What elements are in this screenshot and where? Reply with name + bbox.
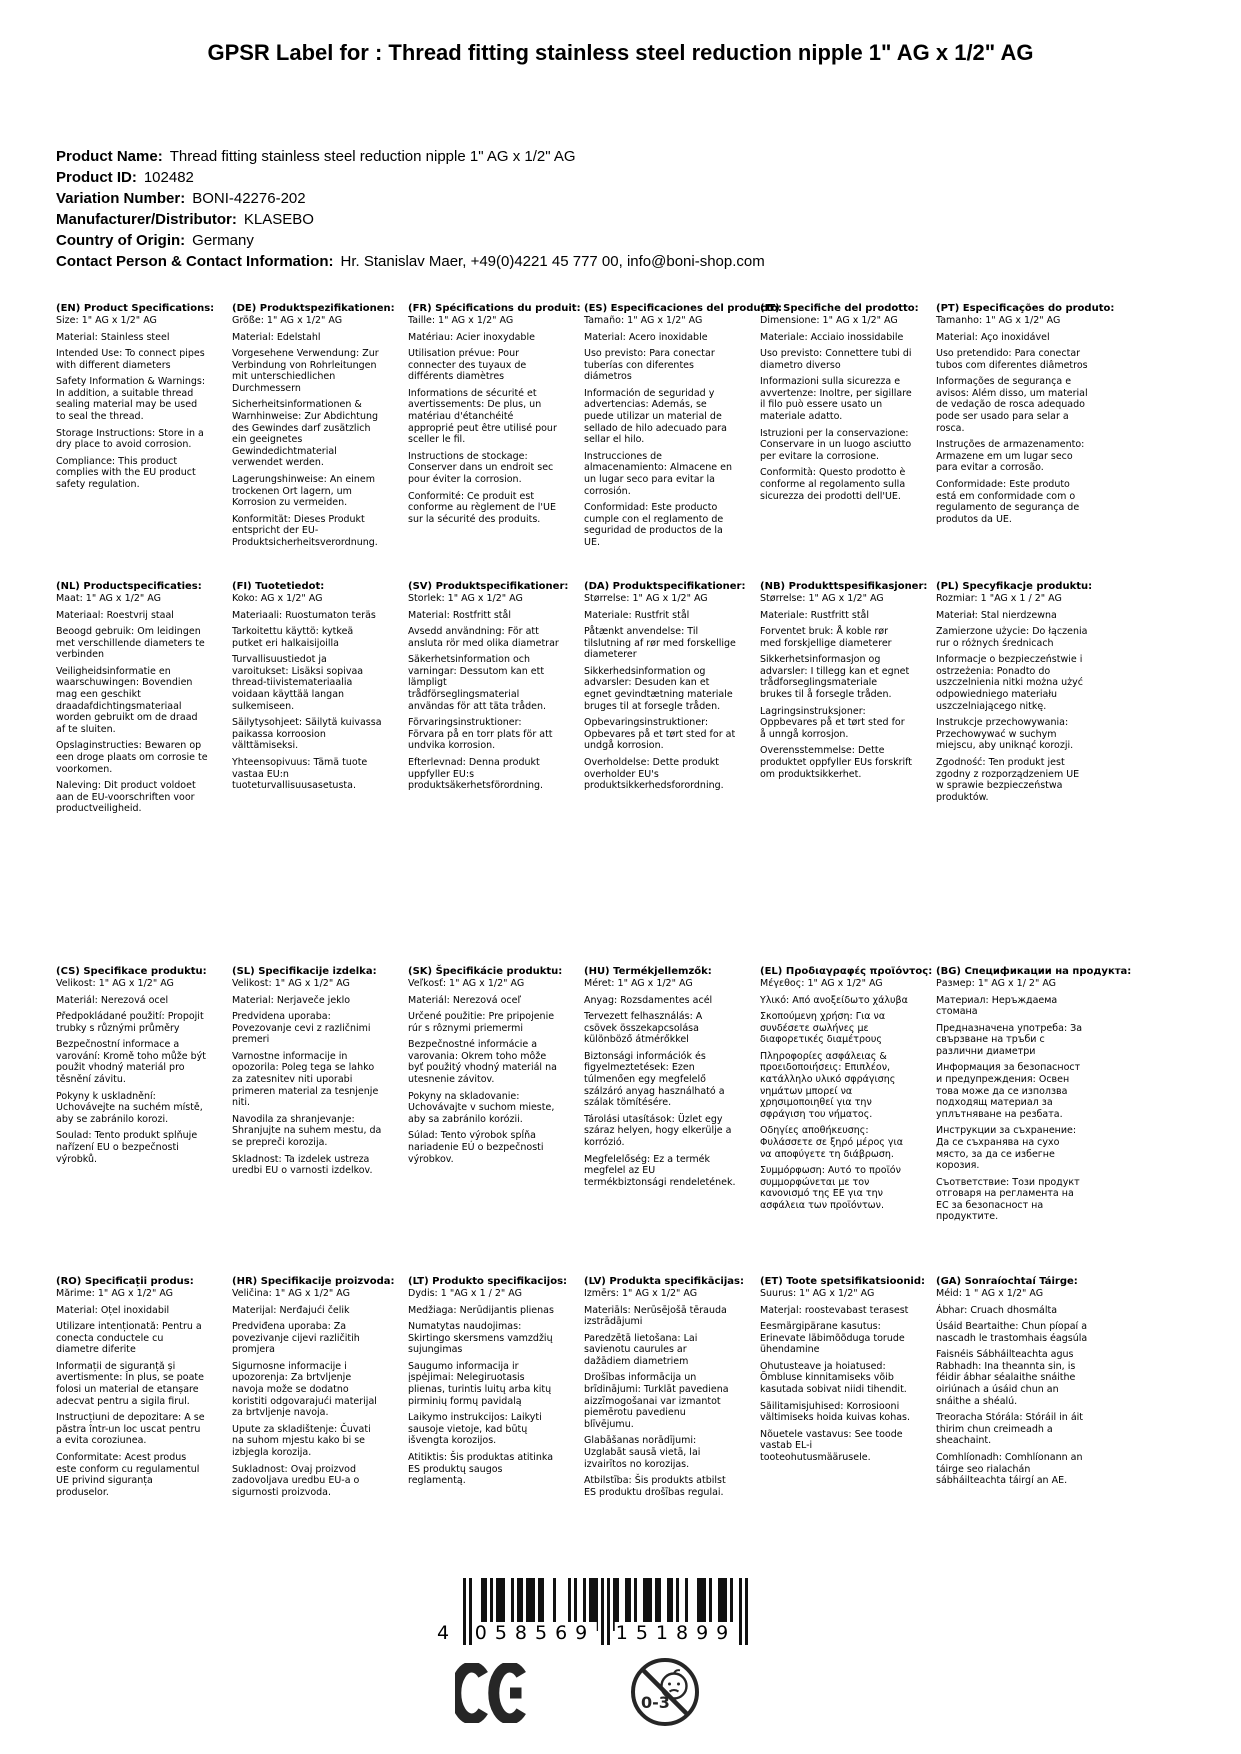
spec-block-en bbox=[56, 303, 215, 553]
spec-item: Μέγεθος: 1" AG x 1/2" AG bbox=[760, 978, 883, 989]
barcode-left-digits: 058569 bbox=[474, 1622, 596, 1644]
spec-item: Uso previsto: Para conectar tuberías con diferentes diámetros bbox=[584, 348, 715, 383]
spec-heading: (NB) Produkttspesifikasjoner: bbox=[760, 581, 928, 592]
spec-block-sl bbox=[232, 966, 384, 1228]
spec-block-ga bbox=[936, 1276, 1088, 1503]
spec-item: Laikymo instrukcijos: Laikyti sausoje vietoje, kad būtų išvengta korozijos. bbox=[408, 1412, 542, 1447]
spec-item: Určené použitie: Pre pripojenie rúr s rôznymi priemermi bbox=[408, 1011, 555, 1034]
spec-block-el bbox=[760, 966, 933, 1228]
spec-item: Conformidade: Este produto está em conformidade com o regulamento de segurança de produtos da UE. bbox=[936, 478, 1080, 525]
spec-item: Tarkoitettu käyttö: kytkeä putket eri halkaisijoilla bbox=[232, 626, 354, 649]
info-value: Hr. Stanislav Maer, +49(0)4221 45 777 00, info@boni-shop.com bbox=[340, 253, 765, 270]
spec-block-bg bbox=[936, 966, 1132, 1228]
spec-item: Предназначена употреба: За свързване на тръби с различни диаметри bbox=[936, 1022, 1083, 1057]
spec-item: Informacje o bezpieczeństwie i ostrzeżenia: Ponadto do uszczelnienia nitki można użyć odpowiedniego materiału uszczelniającego nitkę. bbox=[936, 654, 1083, 712]
info-value: 102482 bbox=[143, 169, 194, 186]
spec-item: Sikkerhedsinformation og advarsler: Desuden kan et egnet gevindtætning materiale bruges til at forsegle tråden. bbox=[584, 665, 733, 712]
spec-item: Tárolási utasítások: Üzlet egy száraz helyen, hogy elkerülje a korrózió. bbox=[584, 1113, 732, 1148]
spec-item: Lagerungshinweise: An einem trockenen Ort lagern, um Korrosion zu vermeiden. bbox=[232, 473, 376, 509]
spec-block-it bbox=[760, 303, 919, 553]
spec-item: Veličina: 1" AG x 1/2" AG bbox=[232, 1288, 350, 1299]
spec-item: Sukladnost: Ovaj proizvod zadovoljava uredbu EU-a o sigurnosti proizvoda. bbox=[232, 1463, 360, 1498]
spec-item: Anyag: Rozsdamentes acél bbox=[584, 994, 713, 1006]
spec-item: Glabāšanas norādījumi: Uzglabāt sausā vietā, lai izvairītos no korozijas. bbox=[584, 1435, 701, 1470]
spec-item: Storlek: 1" AG x 1/2" AG bbox=[408, 593, 523, 604]
spec-item: Υλικό: Από ανοξείδωτο χάλυβα bbox=[760, 994, 908, 1006]
spec-item: Conformità: Questo prodotto è conforme al regolamento sulla sicurezza dei prodotti dell'UE. bbox=[760, 467, 906, 502]
spec-item: Zamierzone użycie: Do łączenia rur o różnych średnicach bbox=[936, 626, 1088, 649]
spec-heading: (ES) Especificaciones del producto: bbox=[584, 303, 783, 314]
spec-item: Instrucciones de almacenamiento: Almacene en un lugar seco para evitar la corrosión. bbox=[584, 450, 732, 497]
spec-item: Velikost: 1" AG x 1/2" AG bbox=[56, 978, 174, 989]
spec-item: Matériau: Acier inoxydable bbox=[408, 331, 535, 343]
spec-item: Ohutusteave ja hoiatused: Õmbluse kinnitamiseks võib kasutada sobivat niidi tihendit. bbox=[760, 1360, 907, 1396]
info-row bbox=[56, 230, 1201, 251]
spec-item: Naleving: Dit product voldoet aan de EU-voorschriften voor productveiligheid. bbox=[56, 780, 196, 815]
spec-heading: (BG) Спецификации на продукта: bbox=[936, 966, 1132, 977]
spec-item: Størrelse: 1" AG x 1/2" AG bbox=[760, 593, 884, 604]
spec-item: Materiaali: Ruostumaton teräs bbox=[232, 609, 376, 621]
spec-item: Drošības informācija un brīdinājumi: Turklāt pavediena aizzīmogošanai var izmantot piemērotu pavedienu blīvējumu. bbox=[584, 1372, 729, 1430]
spec-block-fi bbox=[232, 581, 384, 820]
spec-heading: (EL) Προδιαγραφές προϊόντος: bbox=[760, 966, 933, 977]
spec-item: Informazioni sulla sicurezza e avvertenze: Inoltre, per sigillare il filo può essere usato un materiale adatto. bbox=[760, 376, 912, 423]
spec-item: Påtænkt anvendelse: Til tilslutning af rør med forskellige diameterer bbox=[584, 626, 736, 661]
spec-item: Οδηγίες αποθήκευσης: Φυλάσσετε σε ξηρό μέρος για να αποφύγετε τη διάβρωση. bbox=[760, 1125, 903, 1160]
spec-item: Sikkerhetsinformasjon og advarsler: I tillegg kan et egnet trådforseglingsmateriale brukes til å forsegle tråden. bbox=[760, 654, 910, 701]
spec-item: Numatytas naudojimas: Skirtingo skersmens vamzdžių sujungimas bbox=[408, 1321, 553, 1356]
spec-item: Materiale: Acciaio inossidabile bbox=[760, 331, 904, 343]
spec-heading: (CS) Specifikace produktu: bbox=[56, 966, 207, 977]
spec-heading: (SV) Produktspecifikationer: bbox=[408, 581, 569, 592]
spec-item: Material: Edelstahl bbox=[232, 331, 321, 343]
spec-item: Größe: 1" AG x 1/2" AG bbox=[232, 315, 343, 326]
spec-block-lv bbox=[584, 1276, 744, 1503]
spec-heading: (DA) Produktspecifikationer: bbox=[584, 581, 746, 592]
spec-item: Informations de sécurité et avertissements: De plus, un matériau d'étanchéité approprié peut être utilisé pour sceller le fil. bbox=[408, 387, 557, 446]
spec-heading: (IT) Specifiche del prodotto: bbox=[760, 303, 919, 314]
spec-item: Material: Acero inoxidable bbox=[584, 331, 708, 343]
spec-item: Säilytysohjeet: Säilytä kuivassa paikassa korroosion välttämiseksi. bbox=[232, 717, 382, 752]
spec-item: Atbilstība: Šis produkts atbilst ES produktu drošības regulai. bbox=[584, 1475, 726, 1498]
spec-item: Πληροφορίες ασφάλειας & προειδοποιήσεις: Επιπλέον, κατάλληλο υλικό σφράγισης νημάτων μπορεί να χρησιμοποιηθεί για την σφράγιση του νήματος. bbox=[760, 1050, 896, 1120]
spec-item: Materiale: Rustfritt stål bbox=[760, 609, 870, 621]
spec-item: Съответствие: Този продукт отговаря на регламента на ЕС за безопасност на продуктите. bbox=[936, 1176, 1080, 1223]
spec-block-pt bbox=[936, 303, 1115, 553]
spec-item: Size: 1" AG x 1/2" AG bbox=[56, 315, 157, 326]
spec-item: Pokyny k uskladnění: Uchovávejte na suchém místě, aby se zabránilo korozi. bbox=[56, 1090, 203, 1125]
spec-item: Suurus: 1" AG x 1/2" AG bbox=[760, 1288, 875, 1299]
spec-heading: (LT) Produkto specifikacijos: bbox=[408, 1276, 568, 1287]
spec-heading: (HU) Termékjellemzők: bbox=[584, 966, 712, 977]
spec-item: Materijal: Nerđajući čelik bbox=[232, 1304, 350, 1316]
spec-row bbox=[56, 966, 1132, 1228]
info-row bbox=[56, 209, 1201, 230]
spec-item: Uso pretendido: Para conectar tubos com diferentes diâmetros bbox=[936, 348, 1088, 371]
spec-item: Paredzētā lietošana: Lai savienotu caurules ar dažādiem diametriem bbox=[584, 1332, 698, 1367]
spec-heading: (FI) Tuotetiedot: bbox=[232, 581, 325, 592]
spec-item: Faisnéis Sábháilteachta agus Rabhadh: Ina theannta sin, is féidir ábhar séalaithe snáithe oiriúnach a úsáid chun an snáithe a shéalú. bbox=[936, 1349, 1076, 1407]
spec-item: Biztonsági információk és figyelmeztetések: Ezen túlmenően egy megfelelő szálzáró anyag használható a szálak tömítésére. bbox=[584, 1050, 725, 1109]
spec-item: Säkerhetsinformation och varningar: Dessutom kan ett lämpligt trådförseglingsmaterial användas för att täta tråden. bbox=[408, 654, 546, 712]
spec-item: Avsedd användning: För att ansluta rör med olika diametrar bbox=[408, 626, 559, 649]
spec-item: Materjal: roostevabast terasest bbox=[760, 1304, 909, 1316]
spec-heading: (FR) Spécifications du produit: bbox=[408, 303, 581, 314]
spec-item: Material: Nerjaveče jeklo bbox=[232, 994, 351, 1006]
spec-item: Overholdelse: Dette produkt overholder EU's produktsikkerhedsforordning. bbox=[584, 756, 724, 792]
spec-heading: (LV) Produkta specifikācijas: bbox=[584, 1276, 744, 1287]
info-value: KLASEBO bbox=[243, 211, 314, 228]
spec-item: Informações de segurança e avisos: Além disso, um material de vedação de rosca adequado pode ser usado para selar a rosca. bbox=[936, 376, 1088, 434]
spec-item: Intended Use: To connect pipes with different diameters bbox=[56, 348, 205, 371]
spec-item: Materiale: Rustfrit stål bbox=[584, 609, 690, 621]
spec-block-nb bbox=[760, 581, 928, 820]
spec-heading: (HR) Specifikacije proizvoda: bbox=[232, 1276, 395, 1287]
spec-item: Размер: 1" AG x 1/ 2" AG bbox=[936, 978, 1057, 989]
info-value: Germany bbox=[192, 232, 254, 249]
spec-item: Izmērs: 1" AG x 1/2" AG bbox=[584, 1288, 698, 1299]
spec-item: Beoogd gebruik: Om leidingen met verschillende diameters te verbinden bbox=[56, 626, 205, 661]
info-label: Product Name: bbox=[56, 148, 163, 165]
spec-block-hu bbox=[584, 966, 736, 1228]
spec-item: Velikost: 1" AG x 1/2" AG bbox=[232, 978, 350, 989]
spec-item: Säilitamisjuhised: Korrosiooni vältimiseks hoida kuivas kohas. bbox=[760, 1400, 911, 1424]
spec-block-lt bbox=[408, 1276, 568, 1503]
spec-item: Förvaringsinstruktioner: Förvara på en torr plats för att undvika korrosion. bbox=[408, 717, 553, 752]
spec-item: Dimensione: 1" AG x 1/2" AG bbox=[760, 315, 898, 326]
info-label: Manufacturer/Distributor: bbox=[56, 211, 237, 228]
spec-block-nl bbox=[56, 581, 208, 820]
spec-item: Skladnost: Ta izdelek ustreza uredbi EU o varnosti izdelkov. bbox=[232, 1153, 373, 1177]
spec-item: Materiál: Nerezová oceľ bbox=[408, 994, 522, 1006]
spec-item: Instructions de stockage: Conserver dans un endroit sec pour éviter la corrosion. bbox=[408, 450, 554, 485]
spec-item: Forventet bruk: Å koble rør med forskjellige diameterer bbox=[760, 626, 892, 649]
spec-block-et bbox=[760, 1276, 926, 1503]
spec-block-da bbox=[584, 581, 746, 820]
spec-item: Materiał: Stal nierdzewna bbox=[936, 609, 1057, 621]
spec-item: Varnostne informacije in opozorila: Poleg tega se lahko za zatesnitev niti uporabi primeren material za tesnjenje niti. bbox=[232, 1050, 379, 1109]
spec-heading: (NL) Productspecificaties: bbox=[56, 581, 202, 592]
info-row bbox=[56, 167, 1201, 188]
spec-item: Veľkosť: 1" AG x 1/2" AG bbox=[408, 978, 525, 989]
spec-item: Dydis: 1 "AG x 1 / 2" AG bbox=[408, 1288, 522, 1299]
spec-row bbox=[56, 303, 1115, 553]
spec-item: Treoracha Stórála: Stóráil in áit thirim chun creimeadh a sheachaint. bbox=[936, 1412, 1084, 1447]
spec-item: Soulad: Tento produkt splňuje nařízení EU o bezpečnosti výrobků. bbox=[56, 1130, 198, 1165]
info-value: Thread fitting stainless steel reduction nipple 1" AG x 1/2" AG bbox=[169, 148, 576, 165]
spec-item: Информация за безопасност и предупреждения: Освен това може да се използва подходящ материал за уплътняване на резбата. bbox=[936, 1062, 1081, 1120]
spec-item: Turvallisuustiedot ja varoitukset: Lisäksi sopivaa thread-tiivistemateriaalia voidaan käyttää langan sulkemiseen. bbox=[232, 654, 364, 712]
spec-row bbox=[56, 581, 1093, 820]
spec-item: Material: Oțel inoxidabil bbox=[56, 1304, 170, 1316]
spec-item: Información de seguridad y advertencias: Además, se puede utilizar un material de sellado de hilo adecuado para sellar el hilo. bbox=[584, 387, 727, 446]
info-row bbox=[56, 188, 1201, 209]
spec-item: Materiāls: Nerūsējošā tērauda izstrādājumi bbox=[584, 1304, 727, 1328]
spec-item: Atitiktis: Šis produktas atitinka ES produktų saugos reglamentą. bbox=[408, 1451, 554, 1487]
spec-block-sv bbox=[408, 581, 569, 820]
spec-item: Overensstemmelse: Dette produktet oppfyller EUs forskrift om produktsikkerhet. bbox=[760, 745, 913, 780]
spec-heading: (EN) Product Specifications: bbox=[56, 303, 215, 314]
spec-item: Material: Aço inoxidável bbox=[936, 331, 1050, 343]
ean13-barcode bbox=[437, 1578, 752, 1654]
spec-item: Istruzioni per la conservazione: Conservare in un luogo asciutto per evitare la corrosione. bbox=[760, 427, 912, 462]
spec-item: Størrelse: 1" AG x 1/2" AG bbox=[584, 593, 708, 604]
spec-item: Zgodność: Ten produkt jest zgodny z rozporządzeniem UE w sprawie bezpieczeństwa produktów. bbox=[936, 756, 1080, 803]
spec-item: Eesmärgipärane kasutus: Erinevate läbimõõduga torude ühendamine bbox=[760, 1321, 905, 1356]
spec-item: Comhlíonadh: Comhlíonann an táirge seo rialachán sábháilteachta táirgí an AE. bbox=[936, 1451, 1083, 1487]
spec-item: Opslaginstructies: Bewaren op een droge plaats om corrosie te voorkomen. bbox=[56, 740, 208, 775]
spec-heading: (PT) Especificações do produto: bbox=[936, 303, 1115, 314]
spec-item: Taille: 1" AG x 1/2" AG bbox=[408, 315, 514, 326]
spec-item: Medžiaga: Nerūdijantis plienas bbox=[408, 1304, 554, 1316]
spec-item: Conformitate: Acest produs este conform cu regulamentul UE privind siguranța produselor. bbox=[56, 1451, 200, 1498]
spec-item: Instrukcje przechowywania: Przechowywać w suchym miejscu, aby uniknąć korozji. bbox=[936, 717, 1074, 752]
spec-item: Instruções de armazenamento: Armazene em um lugar seco para evitar a corrosão. bbox=[936, 439, 1085, 474]
spec-item: Tamanho: 1" AG x 1/2" AG bbox=[936, 315, 1061, 326]
spec-item: Lagringsinstruksjoner: Oppbevares på et tørt sted for å unngå korrosjon. bbox=[760, 705, 905, 740]
spec-heading: (SK) Špecifikácie produktu: bbox=[408, 966, 563, 977]
spec-item: Súlad: Tento výrobok spĺňa nariadenie EÚ o bezpečnosti výrobkov. bbox=[408, 1130, 544, 1165]
spec-item: Maat: 1" AG x 1/2" AG bbox=[56, 593, 161, 604]
spec-item: Materiál: Nerezová ocel bbox=[56, 994, 169, 1006]
spec-item: Συμμόρφωση: Αυτό το προϊόν συμμορφώνεται με τον κανονισμό της ΕΕ για την ασφάλεια των προϊόντων. bbox=[760, 1165, 901, 1211]
spec-heading: (RO) Specificații produs: bbox=[56, 1276, 194, 1287]
spec-item: Ábhar: Cruach dhosmálta bbox=[936, 1304, 1058, 1316]
barcode-right-digits: 151899 bbox=[615, 1622, 737, 1644]
spec-item: Méid: 1 " AG x 1/2" AG bbox=[936, 1288, 1044, 1299]
spec-item: Yhteensopivuus: Tämä tuote vastaa EU:n tuoteturvallisuusasetusta. bbox=[232, 756, 368, 792]
info-value: BONI-42276-202 bbox=[192, 190, 306, 207]
spec-item: Předpokládané použití: Propojit trubky s různými průměry bbox=[56, 1011, 204, 1034]
ce-mark-icon bbox=[455, 1663, 537, 1723]
spec-item: Material: Rostfritt stål bbox=[408, 609, 511, 621]
spec-item: Safety Information & Warnings: In addition, a suitable thread sealing material may be used to seal the thread. bbox=[56, 376, 206, 423]
spec-item: Conformité: Ce produit est conforme au règlement de l'UE sur la sécurité des produits. bbox=[408, 490, 556, 525]
spec-item: Sigurnosne informacije i upozorenja: Za brtvljenje navoja može se dodatno koristiti odgovarajući materijal za brtvljenje navoja. bbox=[232, 1360, 377, 1419]
spec-heading: (ET) Toote spetsifikatsioonid: bbox=[760, 1276, 926, 1287]
spec-item: Mărime: 1" AG x 1/2" AG bbox=[56, 1288, 174, 1299]
spec-heading: (PL) Specyfikacje produktu: bbox=[936, 581, 1093, 592]
info-label: Contact Person & Contact Information: bbox=[56, 253, 334, 270]
spec-item: Utilizare intenționată: Pentru a conecta conductele cu diametre diferite bbox=[56, 1321, 202, 1356]
spec-item: Opbevaringsinstruktioner: Opbevares på et tørt sted for at undgå korrosion. bbox=[584, 717, 736, 752]
spec-item: Storage Instructions: Store in a dry place to avoid corrosion. bbox=[56, 427, 204, 451]
spec-item: Sicherheitsinformationen & Warnhinweise: Zur Abdichtung des Gewindes darf zusätzlich ein geeignetes Gewindedichtmaterial verwendet werden. bbox=[232, 399, 379, 469]
spec-item: Informații de siguranță și avertismente: În plus, se poate folosi un material de etanșare adecvat pentru a sigila firul. bbox=[56, 1360, 204, 1407]
spec-item: Saugumo informacija ir įspėjimai: Nelegiruotasis plienas, turintis luitų arba kitų pirminių formų pavidalą bbox=[408, 1360, 552, 1407]
spec-heading: (DE) Produktspezifikationen: bbox=[232, 303, 395, 314]
barcode-first-digit: 4 bbox=[437, 1622, 450, 1644]
spec-item: Úsáid Beartaithe: Chun píopaí a nascadh le trastomhais éagsúla bbox=[936, 1321, 1088, 1344]
spec-block-ro bbox=[56, 1276, 208, 1503]
spec-item: Predvidena uporaba: Povezovanje cevi z različnimi premeri bbox=[232, 1011, 371, 1046]
spec-item: Bezpečnostné informácie a varovania: Okrem toho môže byť použitý vhodný materiál na utesnenie závitov. bbox=[408, 1039, 557, 1086]
spec-block-cs bbox=[56, 966, 208, 1228]
age-warning-0-3-icon bbox=[628, 1655, 702, 1729]
spec-item: Инструкции за съхранение: Да се съхранява на сухо място, за да се избегне корозия. bbox=[936, 1125, 1077, 1172]
spec-block-pl bbox=[936, 581, 1093, 820]
spec-item: Материал: Неръждаема стомана bbox=[936, 994, 1058, 1018]
spec-item: Uso previsto: Connettere tubi di diametro diverso bbox=[760, 348, 912, 371]
spec-block-es bbox=[584, 303, 783, 553]
spec-item: Megfelelőség: Ez a termék megfelel az EU termékbiztonsági rendeletének. bbox=[584, 1153, 736, 1188]
spec-item: Méret: 1" AG x 1/2" AG bbox=[584, 978, 693, 989]
product-info bbox=[56, 146, 1201, 272]
spec-item: Tamaño: 1" AG x 1/2" AG bbox=[584, 315, 703, 326]
spec-item: Navodila za shranjevanje: Shranjujte na suhem mestu, da se prepreči korozija. bbox=[232, 1113, 382, 1148]
info-row bbox=[56, 146, 1201, 167]
age-warning-label: 0-3 bbox=[641, 1693, 670, 1712]
spec-block-hr bbox=[232, 1276, 395, 1503]
info-row bbox=[56, 251, 1201, 272]
spec-heading: (SL) Specifikacije izdelka: bbox=[232, 966, 377, 977]
spec-item: Pokyny na skladovanie: Uchovávajte v suchom mieste, aby sa zabránilo korózii. bbox=[408, 1090, 555, 1125]
spec-item: Koko: AG x 1/2" AG bbox=[232, 593, 323, 604]
spec-block-sk bbox=[408, 966, 563, 1228]
spec-heading: (GA) Sonraíochtaí Táirge: bbox=[936, 1276, 1078, 1287]
spec-block-de bbox=[232, 303, 395, 553]
spec-item: Material: Stainless steel bbox=[56, 331, 170, 343]
spec-item: Efterlevnad: Denna produkt uppfyller EU:s produktsäkerhetsförordning. bbox=[408, 756, 544, 792]
info-label: Product ID: bbox=[56, 169, 137, 186]
info-label: Variation Number: bbox=[56, 190, 186, 207]
spec-item: Konformität: Dieses Produkt entspricht der EU-Produktsicherheitsverordnung. bbox=[232, 513, 378, 548]
spec-item: Conformidad: Este producto cumple con el reglamento de seguridad de productos de la UE. bbox=[584, 502, 724, 548]
spec-item: Compliance: This product complies with the EU product safety regulation. bbox=[56, 455, 196, 490]
page-title: GPSR Label for : Thread fitting stainless steel reduction nipple 1" AG x 1/2" AG bbox=[207, 40, 1034, 65]
spec-item: Predviđena uporaba: Za povezivanje cijevi različitih promjera bbox=[232, 1321, 360, 1356]
spec-item: Upute za skladištenje: Čuvati na suhom mjestu kako bi se izbjegla korozija. bbox=[232, 1423, 371, 1458]
spec-item: Utilisation prévue: Pour connecter des tuyaux de différents diamètres bbox=[408, 348, 527, 383]
spec-row bbox=[56, 1276, 1088, 1503]
spec-item: Instrucțiuni de depozitare: A se păstra într-un loc uscat pentru a evita coroziunea. bbox=[56, 1412, 205, 1447]
spec-item: Materiaal: Roestvrij staal bbox=[56, 609, 174, 621]
spec-item: Rozmiar: 1 "AG x 1 / 2" AG bbox=[936, 593, 1062, 604]
spec-item: Veiligheidsinformatie en waarschuwingen: Bovendien mag een geschikt draadafdichtingsmateriaal worden gebruikt om de draad af te sluiten. bbox=[56, 665, 198, 735]
spec-item: Tervezett felhasználás: A csövek összekapcsolása különböző átmérőkkel bbox=[584, 1011, 703, 1046]
info-label: Country of Origin: bbox=[56, 232, 186, 249]
spec-item: Σκοπούμενη χρήση: Για να συνδέσετε σωλήνες με διαφορετικές διαμέτρους bbox=[760, 1011, 886, 1046]
spec-item: Vorgesehene Verwendung: Zur Verbindung von Rohrleitungen mit unterschiedlichen Durchmessern bbox=[232, 348, 379, 394]
spec-block-fr bbox=[408, 303, 581, 553]
spec-item: Nõuetele vastavus: See toode vastab EL-i tooteohutusmäärusele. bbox=[760, 1428, 903, 1463]
spec-item: Bezpečnostní informace a varování: Kromě toho může být použit vhodný materiál pro těsnění závitu. bbox=[56, 1039, 207, 1086]
